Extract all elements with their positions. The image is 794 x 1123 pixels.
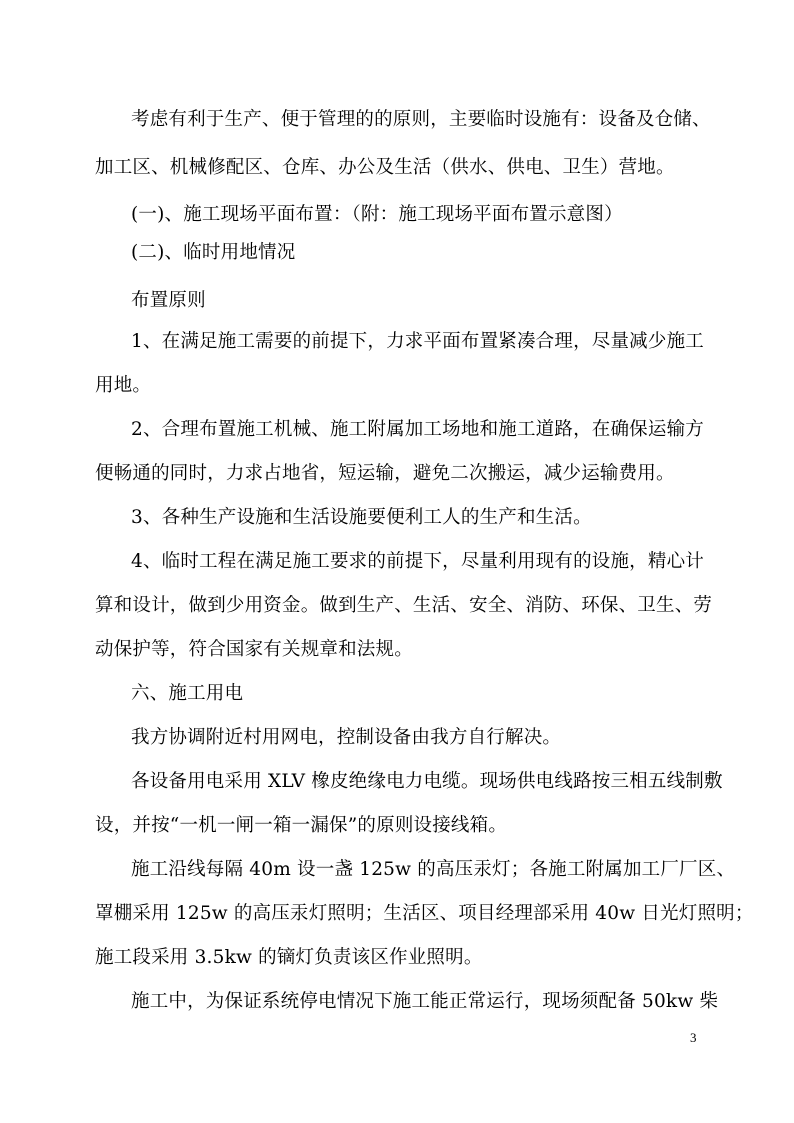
section-heading-1: (一)、施工现场平面布置：（附：施工现场平面布置示意图） bbox=[131, 204, 623, 225]
section-heading-6: 六、施工用电 bbox=[131, 683, 244, 704]
text-line-power-2b: 设，并按“一机一闸一箱一漏保”的原则设接线箱。 bbox=[95, 815, 508, 836]
text-line-backup-power: 施工中，为保证系统停电情况下施工能正常运行，现场须配备 50kw 柴 bbox=[131, 991, 719, 1012]
text-line-principle-2b: 便畅通的同时，力求占地省，短运输，避免二次搬运，减少运输费用。 bbox=[95, 463, 675, 484]
text-line-power-2a: 各设备用电采用 XLV 橡皮绝缘电力电缆。现场供电线路按三相五线制敷 bbox=[131, 771, 723, 792]
subheading-principles: 布置原则 bbox=[131, 290, 206, 311]
text-line-principle-1b: 用地。 bbox=[95, 375, 152, 396]
section-heading-2: (二)、临时用地情况 bbox=[131, 242, 296, 263]
text-line-lighting-3: 施工段采用 3.5kw 的镝灯负责该区作业照明。 bbox=[95, 947, 483, 968]
page-number: 3 bbox=[690, 1030, 697, 1045]
text-line-1: 考虑有利于生产、便于管理的的原则，主要临时设施有：设备及仓储、 bbox=[131, 109, 711, 130]
text-line-lighting-2: 罩棚采用 125w 的高压汞灯照明；生活区、项目经理部采用 40w 日光灯照明； bbox=[95, 903, 754, 924]
text-line-lighting-1: 施工沿线每隔 40m 设一盏 125w 的高压汞灯；各施工附属加工厂厂区、 bbox=[131, 859, 736, 880]
text-line-power-1: 我方协调附近村用网电，控制设备由我方自行解决。 bbox=[131, 727, 562, 748]
text-line-principle-4a: 4、临时工程在满足施工要求的前提下，尽量利用现有的设施，精心计 bbox=[131, 551, 704, 572]
text-line-principle-4b: 算和设计，做到少用资金。做到生产、生活、安全、消防、环保、卫生、劳 bbox=[95, 595, 713, 616]
text-line-principle-1a: 1、在满足施工需要的前提下，力求平面布置紧凑合理，尽量减少施工 bbox=[131, 331, 704, 352]
text-line-2: 加工区、机械修配区、仓库、办公及生活（供水、供电、卫生）营地。 bbox=[95, 157, 675, 178]
text-line-principle-3: 3、各种生产设施和生活设施要便利工人的生产和生活。 bbox=[131, 507, 592, 528]
text-line-principle-2a: 2、合理布置施工机械、施工附属加工场地和施工道路，在确保运输方 bbox=[131, 419, 704, 440]
text-line-principle-4c: 动保护等，符合国家有关规章和法规。 bbox=[95, 639, 413, 660]
